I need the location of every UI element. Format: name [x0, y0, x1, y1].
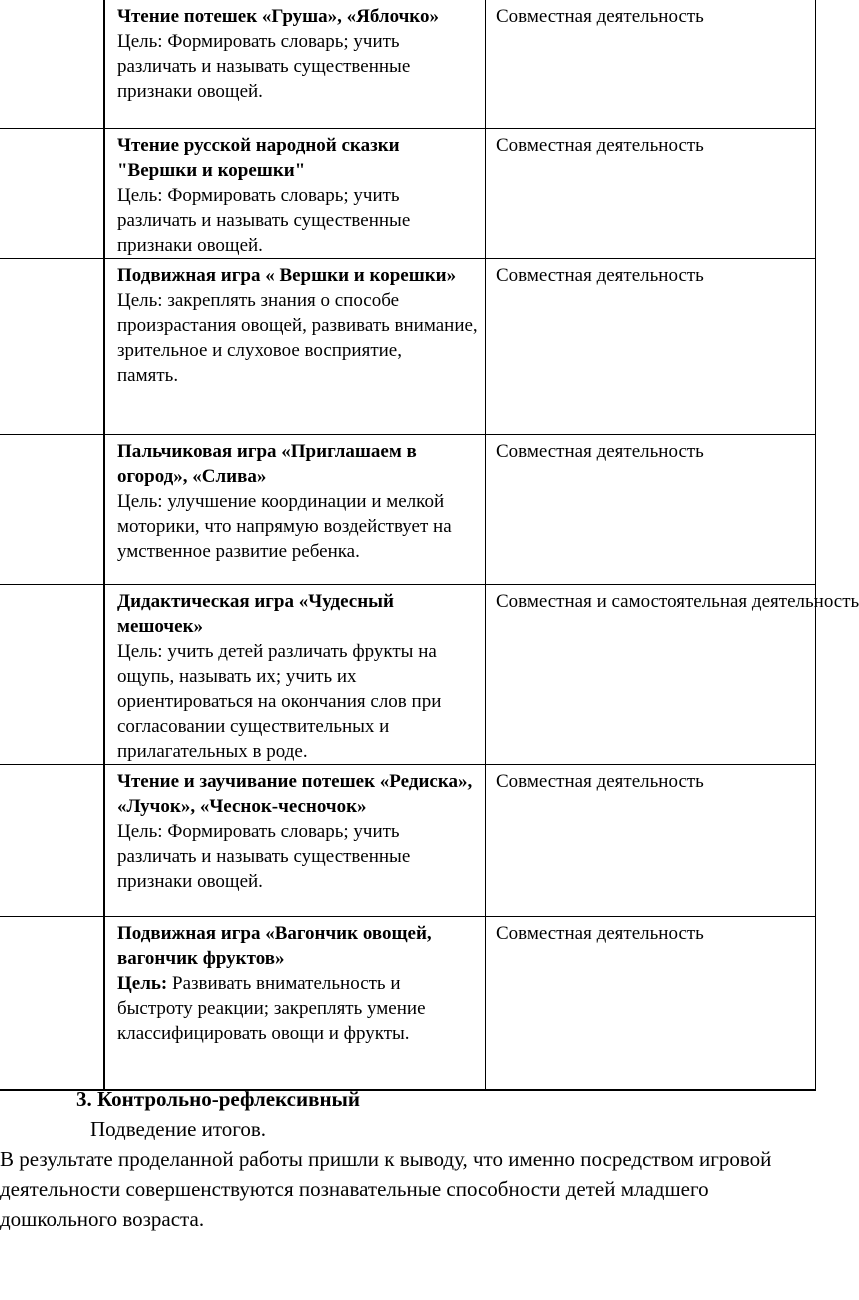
activity-title: Чтение и заучивание потешек «Редиска», «Лучок», «Чеснок-чесночок»	[117, 770, 473, 817]
table-row	[0, 434, 816, 584]
form-cell: Совместная деятельность	[486, 434, 816, 584]
empty-cell	[0, 128, 104, 258]
activity-title: Подвижная игра «Вагончик овощей, вагончик фруктов»	[117, 922, 432, 969]
activity-cell	[104, 916, 486, 1090]
activity-goal: Цель: Формировать словарь; учить различать и называть существенные признаки овощей.	[117, 184, 411, 256]
activity-goal: Цель: закреплять знания о способе произрастания овощей, развивать внимание, зрительное и слуховое восприятие,	[117, 289, 478, 361]
activity-goal: Цель: учить детей различать фрукты на ощупь, называть их; учить их ориентироваться на окончания слов при согласовании существительных и прилагательных в роде.	[117, 640, 442, 762]
form-cell: Совместная и самостоятельная деятельность	[486, 584, 816, 764]
activity-goal	[117, 971, 479, 1046]
activity-cell	[104, 764, 486, 916]
form-cell: Совместная деятельность	[486, 764, 816, 916]
empty-cell	[0, 0, 104, 128]
activity-title: Чтение русской народной сказки "Вершки и корешки"	[117, 134, 400, 181]
empty-cell	[0, 434, 104, 584]
activity-title: Подвижная игра « Вершки и корешки»	[117, 264, 457, 286]
activity-cell	[104, 0, 486, 128]
table-row	[0, 764, 816, 916]
activity-cell	[104, 258, 486, 434]
empty-cell	[0, 258, 104, 434]
table-row	[0, 128, 816, 258]
goal-text: Развивать внимательность и быстроту реакции; закреплять умение классифицировать овощи и фрукты.	[117, 972, 426, 1044]
table-row	[0, 584, 816, 764]
activity-title: Чтение потешек «Груша», «Яблочко»	[117, 6, 439, 27]
summary-line: Подведение итогов.	[90, 1117, 267, 1141]
activity-cell	[104, 584, 486, 764]
table-row	[0, 258, 816, 434]
activity-goal: Цель: Формировать словарь; учить различать и называть существенные признаки овощей.	[117, 31, 411, 102]
form-cell: Совместная деятельность	[486, 128, 816, 258]
form-cell: Совместная деятельность	[486, 916, 816, 1090]
table-row	[0, 916, 816, 1090]
activity-goal-continuation: память.	[117, 364, 179, 386]
form-cell: Совместная деятельность	[486, 258, 816, 434]
activity-cell	[104, 434, 486, 584]
empty-cell	[0, 584, 104, 764]
empty-cell	[0, 916, 104, 1090]
activity-goal: Цель: Формировать словарь; учить различать и называть существенные признаки овощей.	[117, 820, 411, 892]
activity-title: Дидактическая игра «Чудесный мешочек»	[117, 590, 394, 637]
activity-cell	[104, 128, 486, 258]
closing-section	[0, 1084, 816, 1234]
goal-label: Цель:	[117, 972, 168, 994]
conclusion-paragraph: В результате проделанной работы пришли к выводу, что именно посредством игровой деятельности совершенствуются познавательные способности детей младшего дошкольного возраста.	[0, 1147, 772, 1231]
section-heading: 3. Контрольно-рефлексивный	[76, 1087, 361, 1111]
table-row	[0, 0, 816, 128]
empty-cell	[0, 764, 104, 916]
activity-title: Пальчиковая игра «Приглашаем в огород», «Слива»	[117, 440, 417, 487]
form-cell: Совместная деятельность	[486, 0, 816, 128]
activity-goal: Цель: улучшение координации и мелкой моторики, что напрямую воздействует на умственное развитие ребенка.	[117, 490, 452, 562]
